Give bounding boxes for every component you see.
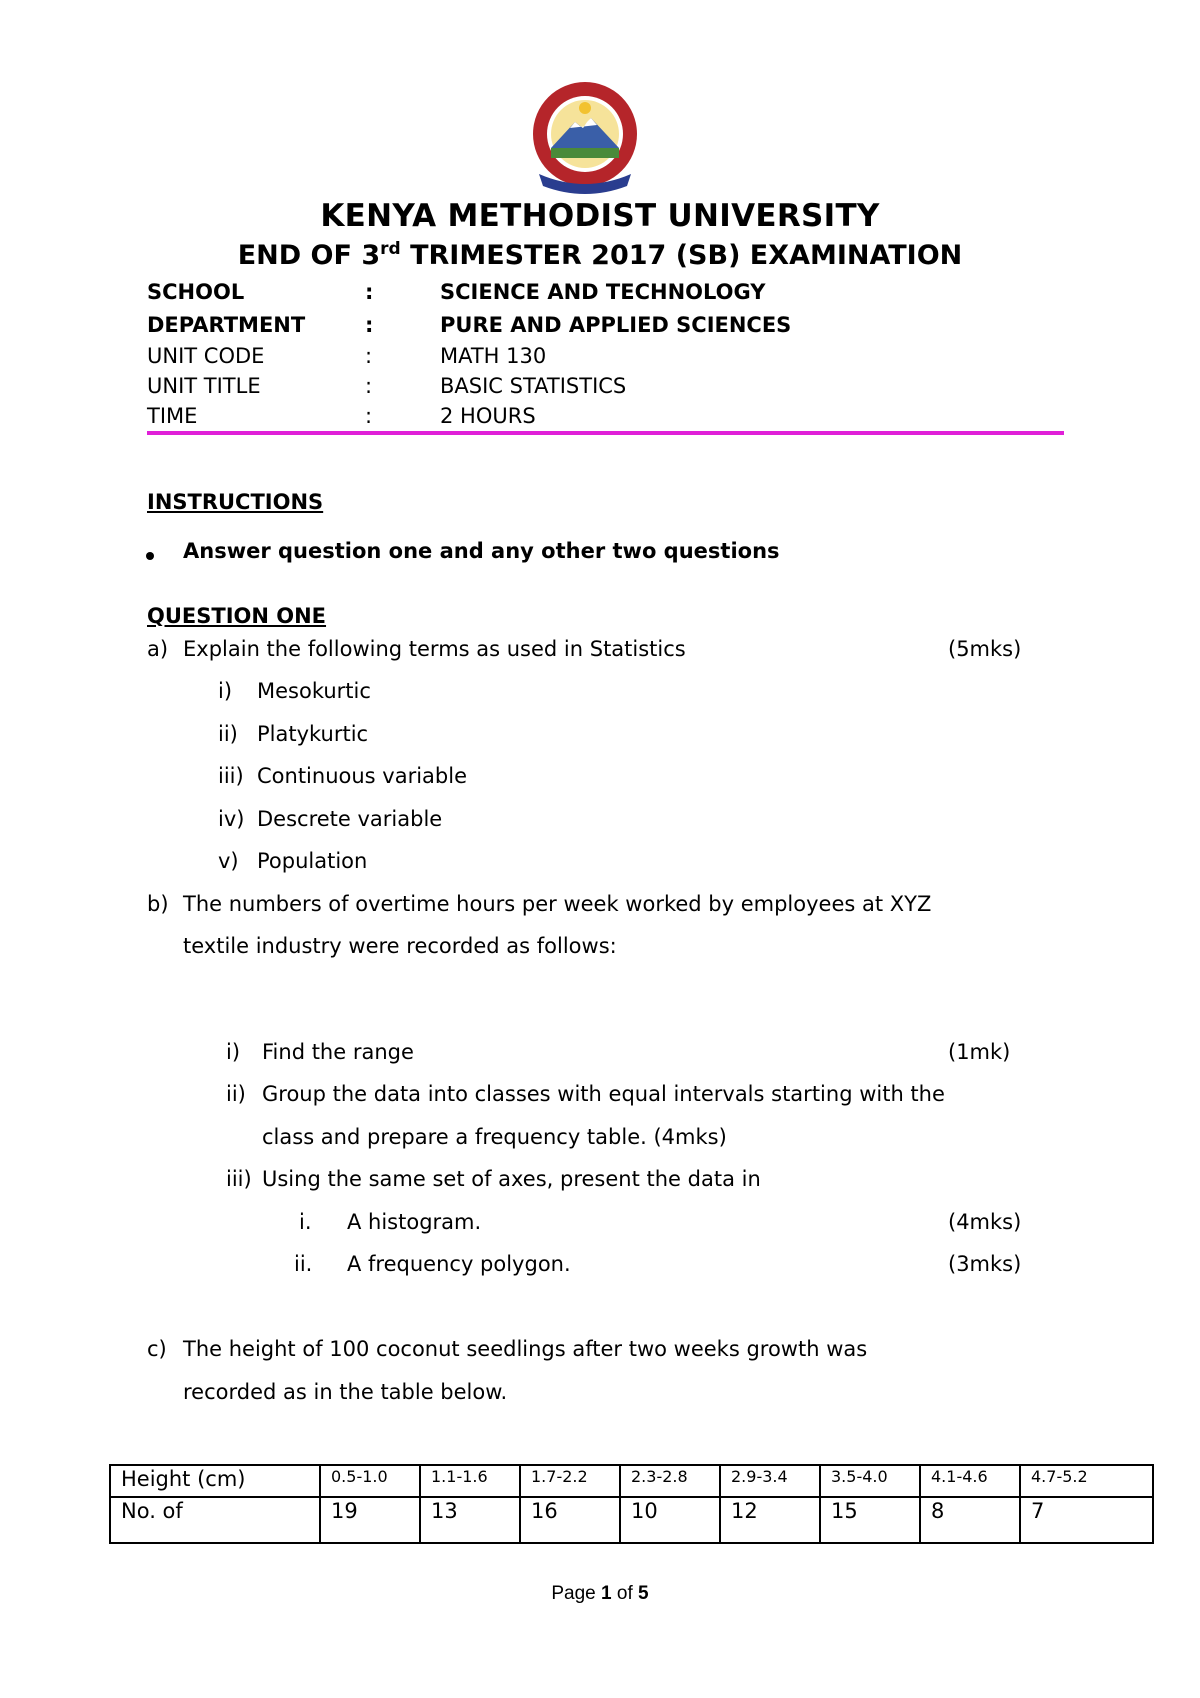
- part-b-i-num: i): [226, 1040, 241, 1064]
- sub-2-num: ii.: [294, 1252, 313, 1276]
- exam-title-suffix: TRIMESTER 2017 (SB) EXAMINATION: [400, 240, 963, 271]
- table-cell: 2.9-3.4: [720, 1465, 820, 1497]
- exam-title-prefix: END OF 3: [237, 240, 381, 271]
- table-cell: 16: [520, 1497, 620, 1543]
- school-sep: :: [365, 280, 374, 304]
- table-cell: 2.3-2.8: [620, 1465, 720, 1497]
- time-value: 2 HOURS: [440, 404, 536, 428]
- school-label: SCHOOL: [147, 280, 245, 304]
- part-a-marks: (5mks): [948, 637, 1022, 661]
- part-b-i-marks: (1mk): [948, 1040, 1011, 1064]
- term-5-num: v): [218, 849, 239, 873]
- part-c-marker: c): [147, 1337, 167, 1361]
- sub-1-num: i.: [299, 1210, 312, 1234]
- part-b-ii-line1: Group the data into classes with equal intervals starting with the: [262, 1082, 945, 1106]
- part-b-i-text: Find the range: [262, 1040, 414, 1064]
- exam-title: [0, 240, 1200, 271]
- unit-title-sep: :: [365, 374, 373, 398]
- part-c-line2: recorded as in the table below.: [183, 1380, 508, 1404]
- term-5-text: Population: [257, 849, 368, 873]
- part-b-line2: textile industry were recorded as follows:: [183, 934, 617, 958]
- unit-code-sep: :: [365, 344, 373, 368]
- page-total: 5: [638, 1583, 649, 1604]
- page-word: Page: [551, 1583, 596, 1604]
- term-3-num: iii): [218, 764, 244, 788]
- university-name: KENYA METHODIST UNIVERSITY: [320, 198, 880, 234]
- table-row: [110, 1465, 1153, 1497]
- page-footer: [0, 1583, 1200, 1605]
- term-4-text: Descrete variable: [257, 807, 443, 831]
- table-cell: 1.7-2.2: [520, 1465, 620, 1497]
- sub-2-marks: (3mks): [948, 1252, 1022, 1276]
- table-cell: 1.1-1.6: [420, 1465, 520, 1497]
- table-row: [110, 1497, 1153, 1543]
- sub-1-marks: (4mks): [948, 1210, 1022, 1234]
- term-1-num: i): [218, 679, 233, 703]
- term-3-text: Continuous variable: [257, 764, 467, 788]
- part-b-iii-num: iii): [226, 1167, 252, 1191]
- question-one-heading: QUESTION ONE: [147, 604, 327, 628]
- part-c-line1: The height of 100 coconut seedlings after two weeks growth was: [183, 1337, 868, 1361]
- header-divider: [147, 431, 1064, 435]
- table-cell: 10: [620, 1497, 720, 1543]
- table-cell: 4.1-4.6: [920, 1465, 1020, 1497]
- part-b-ii-num: ii): [226, 1082, 246, 1106]
- term-2-num: ii): [218, 722, 238, 746]
- page-number: 1: [601, 1583, 612, 1604]
- seedling-height-table: [109, 1464, 1154, 1544]
- department-sep: :: [365, 313, 374, 337]
- term-1-text: Mesokurtic: [257, 679, 371, 703]
- term-2-text: Platykurtic: [257, 722, 369, 746]
- table-cell: Height (cm): [110, 1465, 320, 1497]
- part-a-text: Explain the following terms as used in Statistics: [183, 637, 686, 661]
- table-cell: 12: [720, 1497, 820, 1543]
- instruction-text: Answer question one and any other two questions: [183, 539, 780, 563]
- of-word: of: [616, 1583, 633, 1604]
- table-cell: 8: [920, 1497, 1020, 1543]
- time-sep: :: [365, 404, 373, 428]
- time-label: TIME: [147, 404, 198, 428]
- unit-code-label: UNIT CODE: [147, 344, 265, 368]
- bullet-icon: [146, 552, 154, 560]
- unit-code-value: MATH 130: [440, 344, 547, 368]
- table-cell: 13: [420, 1497, 520, 1543]
- instructions-heading: INSTRUCTIONS: [147, 490, 324, 514]
- part-a-marker: a): [147, 637, 169, 661]
- table-cell: 15: [820, 1497, 920, 1543]
- exam-title-superscript: rd: [380, 239, 401, 259]
- table-cell: 0.5-1.0: [320, 1465, 420, 1497]
- school-value: SCIENCE AND TECHNOLOGY: [440, 280, 766, 304]
- sub-1-text: A histogram.: [347, 1210, 482, 1234]
- table-cell: 4.7-5.2: [1020, 1465, 1153, 1497]
- table-cell: 3.5-4.0: [820, 1465, 920, 1497]
- department-label: DEPARTMENT: [147, 313, 306, 337]
- term-4-num: iv): [218, 807, 245, 831]
- table-cell: 19: [320, 1497, 420, 1543]
- unit-title-label: UNIT TITLE: [147, 374, 261, 398]
- table-cell: No. of: [110, 1497, 320, 1543]
- part-b-iii-text: Using the same set of axes, present the data in: [262, 1167, 761, 1191]
- part-b-marker: b): [147, 892, 169, 916]
- unit-title-value: BASIC STATISTICS: [440, 374, 627, 398]
- table-cell: 7: [1020, 1497, 1153, 1543]
- sub-2-text: A frequency polygon.: [347, 1252, 571, 1276]
- university-logo: [525, 78, 645, 198]
- department-value: PURE AND APPLIED SCIENCES: [440, 313, 792, 337]
- part-b-ii-line2: class and prepare a frequency table. (4mks): [262, 1125, 727, 1149]
- part-b-line1: The numbers of overtime hours per week worked by employees at XYZ: [183, 892, 932, 916]
